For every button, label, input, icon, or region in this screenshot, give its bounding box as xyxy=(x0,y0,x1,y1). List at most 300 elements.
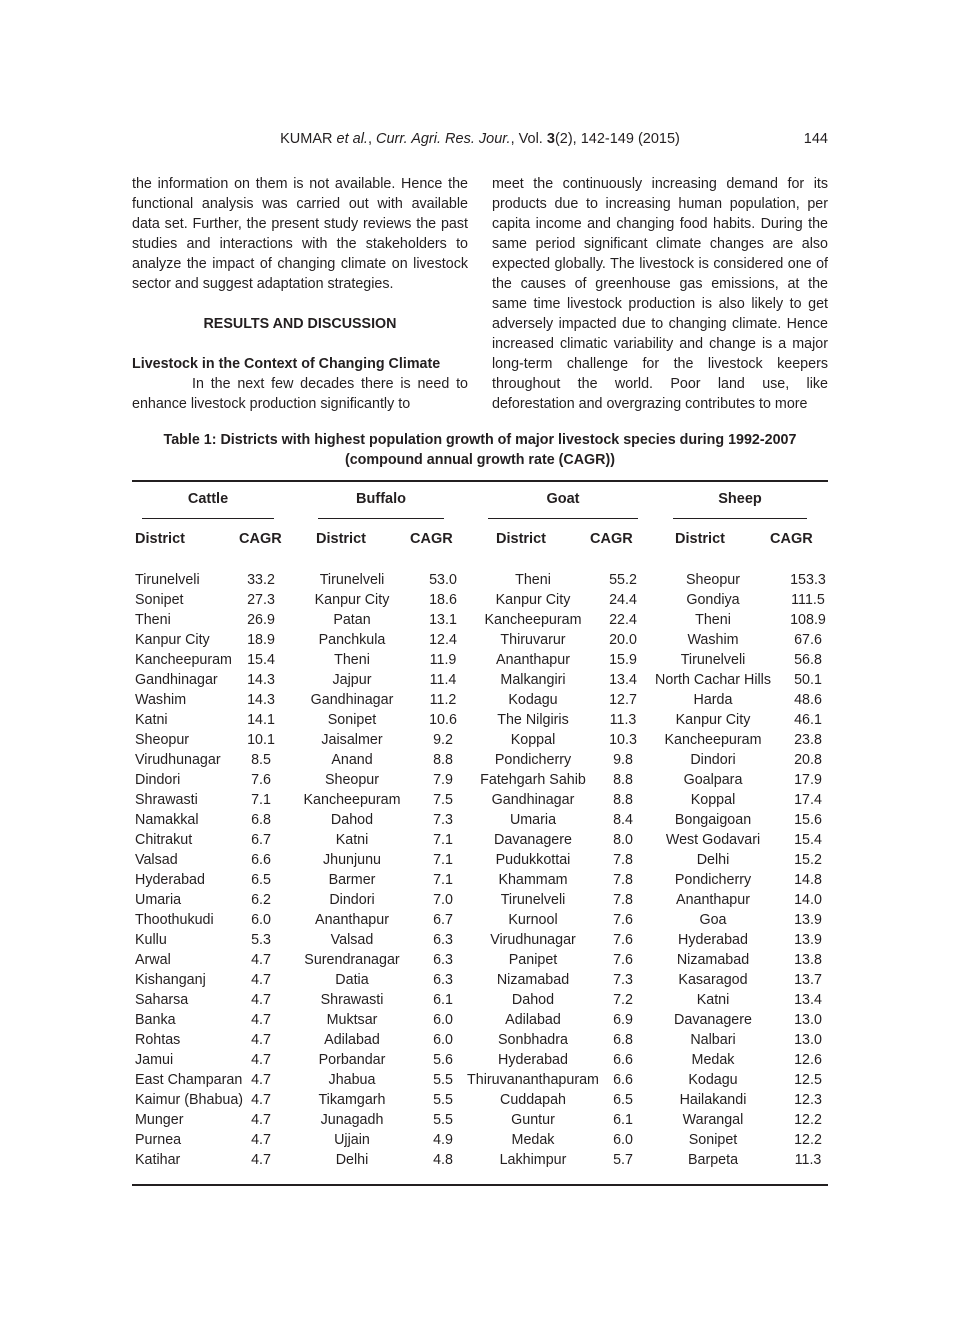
goat-district-cell: Pondicherry xyxy=(494,752,572,768)
cattle-district-cell: Washim xyxy=(135,692,187,708)
sheep-cagr-cell: 11.3 xyxy=(794,1152,822,1168)
goat-cagr-cell: 6.8 xyxy=(613,1032,633,1048)
sheep-cagr-cell: 13.9 xyxy=(794,932,822,948)
table-row xyxy=(132,790,828,810)
cattle-cagr-cell: 27.3 xyxy=(247,592,275,608)
sheep-district-cell: Washim xyxy=(687,632,739,648)
left-text-column xyxy=(132,174,468,414)
table-row xyxy=(132,1050,828,1070)
buffalo-district-cell: Valsad xyxy=(330,932,374,948)
cattle-cagr-cell: 33.2 xyxy=(247,572,275,588)
buffalo-district-cell: Shrawasti xyxy=(320,992,384,1008)
goat-district-cell: Lakhimpur xyxy=(499,1152,567,1168)
species-header-goat: Goat xyxy=(546,491,580,507)
cattle-cagr-cell: 4.7 xyxy=(251,1072,271,1088)
cattle-district-cell: Kullu xyxy=(135,932,167,948)
cattle-district-cell: Shrawasti xyxy=(135,792,198,808)
buffalo-district-cell: Kancheepuram xyxy=(303,792,401,808)
sheep-cagr-cell: 56.8 xyxy=(794,652,822,668)
sheep-district-cell: Tirunelveli xyxy=(680,652,746,668)
sheep-district-cell: Sheopur xyxy=(685,572,741,588)
cattle-cagr-cell: 4.7 xyxy=(251,1092,271,1108)
cattle-cagr-cell: 6.5 xyxy=(251,872,271,888)
buffalo-district-cell: Jajpur xyxy=(332,672,372,688)
buffalo-cagr-cell: 5.5 xyxy=(433,1072,453,1088)
buffalo-cagr-cell: 12.4 xyxy=(429,632,457,648)
sheep-district-cell: Barpeta xyxy=(687,1152,739,1168)
goat-district-cell: Kancheepuram xyxy=(484,612,582,628)
cattle-district-cell: Saharsa xyxy=(135,992,189,1008)
buffalo-district-cell: Surendranagar xyxy=(304,952,400,968)
column-header-district: District xyxy=(675,531,725,547)
table-row xyxy=(132,650,828,670)
table-row xyxy=(132,950,828,970)
buffalo-cagr-cell: 7.1 xyxy=(433,852,453,868)
cattle-cagr-cell: 14.1 xyxy=(247,712,275,728)
table-row xyxy=(132,930,828,950)
paragraph: In the next few decades there is need to enhance livestock production significantly to xyxy=(132,376,468,412)
buffalo-cagr-cell: 6.7 xyxy=(433,912,453,928)
cattle-cagr-cell: 6.8 xyxy=(251,812,271,828)
sheep-cagr-cell: 14.0 xyxy=(794,892,822,908)
buffalo-district-cell: Tirunelveli xyxy=(319,572,385,588)
buffalo-cagr-cell: 6.1 xyxy=(433,992,453,1008)
cattle-district-cell: Namakkal xyxy=(135,812,199,828)
buffalo-cagr-cell: 6.3 xyxy=(433,972,453,988)
cattle-district-cell: Kancheepuram xyxy=(135,652,232,668)
goat-cagr-cell: 8.8 xyxy=(613,792,633,808)
cattle-district-cell: Banka xyxy=(135,1012,176,1028)
cattle-cagr-cell: 6.0 xyxy=(251,912,271,928)
column-header-district: District xyxy=(135,531,185,547)
cattle-district-cell: Dindori xyxy=(135,772,181,788)
table-row xyxy=(132,1110,828,1130)
goat-cagr-cell: 13.4 xyxy=(609,672,637,688)
buffalo-district-cell: Patan xyxy=(333,612,371,628)
table-row xyxy=(132,810,828,830)
sheep-district-cell: Delhi xyxy=(696,852,730,868)
goat-district-cell: Kanpur City xyxy=(495,592,571,608)
sheep-cagr-cell: 23.8 xyxy=(794,732,822,748)
sheep-district-cell: Bongaigoan xyxy=(674,812,752,828)
buffalo-district-cell: Tikamgarh xyxy=(318,1092,386,1108)
running-header xyxy=(132,129,828,149)
cattle-cagr-cell: 7.6 xyxy=(251,772,271,788)
goat-district-cell: Cuddapah xyxy=(500,1092,566,1108)
table-row xyxy=(132,710,828,730)
column-header-cagr: CAGR xyxy=(410,531,453,547)
goat-cagr-cell: 7.2 xyxy=(613,992,633,1008)
sheep-district-cell: Nalbari xyxy=(690,1032,736,1048)
goat-district-cell: Khammam xyxy=(498,872,568,888)
goat-cagr-cell: 6.9 xyxy=(613,1012,633,1028)
buffalo-district-cell: Panchkula xyxy=(318,632,386,648)
sheep-cagr-cell: 13.0 xyxy=(794,1012,822,1028)
volume-number: 3 xyxy=(546,131,555,147)
goat-cagr-cell: 24.4 xyxy=(609,592,637,608)
table-row xyxy=(132,850,828,870)
sheep-cagr-cell: 15.6 xyxy=(794,812,822,828)
sheep-cagr-cell: 67.6 xyxy=(794,632,822,648)
cattle-cagr-cell: 4.7 xyxy=(251,1112,271,1128)
caption-line-2: (compound annual growth rate (CAGR)) xyxy=(344,452,616,468)
buffalo-district-cell: Theni xyxy=(334,652,370,668)
table-row xyxy=(132,990,828,1010)
goat-district-cell: Adilabad xyxy=(505,1012,561,1028)
buffalo-cagr-cell: 5.6 xyxy=(433,1052,453,1068)
buffalo-district-cell: Adilabad xyxy=(324,1032,380,1048)
group-rule-buffalo xyxy=(318,518,444,519)
goat-cagr-cell: 55.2 xyxy=(609,572,637,588)
sheep-district-cell: Sonipet xyxy=(688,1132,738,1148)
cattle-district-cell: Sonipet xyxy=(135,592,184,608)
subsection-title: Livestock in the Context of Changing Climate xyxy=(132,356,441,372)
goat-cagr-cell: 6.1 xyxy=(613,1112,633,1128)
sheep-cagr-cell: 12.5 xyxy=(794,1072,822,1088)
cattle-district-cell: Jamui xyxy=(135,1052,174,1068)
sheep-district-cell: Kasaragod xyxy=(678,972,748,988)
goat-district-cell: Malkangiri xyxy=(500,672,566,688)
et-al: et al. xyxy=(336,131,368,147)
sheep-district-cell: Katni xyxy=(696,992,730,1008)
buffalo-cagr-cell: 18.6 xyxy=(429,592,457,608)
goat-cagr-cell: 12.7 xyxy=(609,692,637,708)
table-row xyxy=(132,770,828,790)
cattle-cagr-cell: 10.1 xyxy=(247,732,275,748)
goat-district-cell: Thiruvarur xyxy=(500,632,566,648)
goat-cagr-cell: 7.8 xyxy=(613,892,633,908)
goat-cagr-cell: 7.6 xyxy=(613,912,633,928)
cattle-district-cell: Katihar xyxy=(135,1152,181,1168)
sheep-district-cell: West Godavari xyxy=(665,832,761,848)
sheep-district-cell: Davanagere xyxy=(674,1012,752,1028)
column-header-cagr: CAGR xyxy=(770,531,813,547)
goat-cagr-cell: 6.6 xyxy=(613,1052,633,1068)
table-caption xyxy=(132,430,828,470)
buffalo-district-cell: Porbandar xyxy=(318,1052,386,1068)
buffalo-cagr-cell: 6.0 xyxy=(433,1032,453,1048)
buffalo-cagr-cell: 7.9 xyxy=(433,772,453,788)
cattle-district-cell: Katni xyxy=(135,712,168,728)
goat-cagr-cell: 20.0 xyxy=(609,632,637,648)
sheep-cagr-cell: 15.2 xyxy=(794,852,822,868)
cattle-cagr-cell: 14.3 xyxy=(247,692,275,708)
goat-cagr-cell: 11.3 xyxy=(609,712,637,728)
buffalo-cagr-cell: 5.5 xyxy=(433,1092,453,1108)
goat-cagr-cell: 7.8 xyxy=(613,852,633,868)
cattle-district-cell: Munger xyxy=(135,1112,184,1128)
goat-district-cell: Gandhinagar xyxy=(491,792,575,808)
sheep-cagr-cell: 111.5 xyxy=(791,592,825,608)
sheep-district-cell: Goa xyxy=(699,912,727,928)
column-header-cagr: CAGR xyxy=(239,531,282,547)
sheep-cagr-cell: 13.8 xyxy=(794,952,822,968)
cattle-cagr-cell: 6.7 xyxy=(251,832,271,848)
table-row xyxy=(132,590,828,610)
goat-district-cell: Fatehgarh Sahib xyxy=(480,772,586,788)
cattle-district-cell: East Champaran xyxy=(135,1072,243,1088)
sheep-cagr-cell: 12.6 xyxy=(794,1052,822,1068)
right-text-column xyxy=(492,174,828,414)
column-header-cagr: CAGR xyxy=(590,531,633,547)
table-row xyxy=(132,870,828,890)
buffalo-district-cell: Delhi xyxy=(335,1152,369,1168)
cattle-district-cell: Theni xyxy=(135,612,171,628)
buffalo-cagr-cell: 7.3 xyxy=(433,812,453,828)
goat-cagr-cell: 6.0 xyxy=(613,1132,633,1148)
table-row xyxy=(132,1090,828,1110)
sheep-district-cell: Pondicherry xyxy=(674,872,752,888)
cattle-district-cell: Kaimur (Bhabua) xyxy=(135,1092,244,1108)
buffalo-cagr-cell: 7.5 xyxy=(433,792,453,808)
goat-district-cell: Theni xyxy=(515,572,551,588)
cattle-cagr-cell: 4.7 xyxy=(251,972,271,988)
cattle-cagr-cell: 4.7 xyxy=(251,952,271,968)
group-rule-sheep xyxy=(673,518,807,519)
cattle-cagr-cell: 5.3 xyxy=(251,932,271,948)
sheep-cagr-cell: 13.0 xyxy=(794,1032,822,1048)
cattle-cagr-cell: 4.7 xyxy=(251,1132,271,1148)
table-top-rule xyxy=(132,480,828,482)
sheep-district-cell: North Cachar Hills xyxy=(655,672,771,688)
goat-district-cell: Medak xyxy=(511,1132,555,1148)
sheep-district-cell: Harda xyxy=(693,692,733,708)
goat-cagr-cell: 6.5 xyxy=(613,1092,633,1108)
buffalo-cagr-cell: 11.9 xyxy=(429,652,457,668)
sheep-cagr-cell: 20.8 xyxy=(794,752,822,768)
buffalo-cagr-cell: 5.5 xyxy=(433,1112,453,1128)
cattle-cagr-cell: 4.7 xyxy=(251,992,271,1008)
goat-district-cell: Panipet xyxy=(508,952,558,968)
caption-line-1: Table 1: Districts with highest population growth of major livestock species during 1992-2007 xyxy=(163,432,797,448)
sheep-district-cell: Theni xyxy=(695,612,731,628)
section-title: RESULTS AND DISCUSSION xyxy=(203,316,397,332)
goat-district-cell: The Nilgiris xyxy=(497,712,569,728)
buffalo-cagr-cell: 4.9 xyxy=(433,1132,453,1148)
sheep-district-cell: Hailakandi xyxy=(679,1092,747,1108)
buffalo-cagr-cell: 11.4 xyxy=(429,672,457,688)
cattle-district-cell: Arwal xyxy=(135,952,171,968)
goat-district-cell: Pudukkottai xyxy=(495,852,571,868)
buffalo-cagr-cell: 4.8 xyxy=(433,1152,453,1168)
cattle-cagr-cell: 18.9 xyxy=(247,632,275,648)
buffalo-district-cell: Ujjain xyxy=(334,1132,370,1148)
table-row xyxy=(132,750,828,770)
buffalo-district-cell: Gandhinagar xyxy=(310,692,394,708)
volume-prefix: , Vol. xyxy=(510,131,547,147)
cattle-district-cell: Kishanganj xyxy=(135,972,206,988)
table-body xyxy=(132,570,828,1170)
buffalo-district-cell: Jhabua xyxy=(328,1072,376,1088)
cattle-cagr-cell: 4.7 xyxy=(251,1032,271,1048)
cattle-district-cell: Virudhunagar xyxy=(135,752,221,768)
goat-district-cell: Koppal xyxy=(510,732,556,748)
buffalo-cagr-cell: 11.2 xyxy=(429,692,457,708)
buffalo-district-cell: Barmer xyxy=(328,872,376,888)
goat-cagr-cell: 10.3 xyxy=(609,732,637,748)
cattle-cagr-cell: 14.3 xyxy=(247,672,275,688)
goat-district-cell: Nizamabad xyxy=(496,972,570,988)
sheep-district-cell: Koppal xyxy=(690,792,736,808)
group-rule-cattle xyxy=(142,518,274,519)
group-rule-goat xyxy=(488,518,638,519)
goat-district-cell: Thiruvananthapuram xyxy=(467,1072,599,1088)
buffalo-district-cell: Anand xyxy=(331,752,373,768)
goat-cagr-cell: 7.8 xyxy=(613,872,633,888)
goat-district-cell: Kurnool xyxy=(508,912,558,928)
goat-cagr-cell: 6.6 xyxy=(613,1072,633,1088)
goat-cagr-cell: 22.4 xyxy=(609,612,637,628)
sheep-cagr-cell: 12.2 xyxy=(794,1112,822,1128)
goat-cagr-cell: 15.9 xyxy=(609,652,637,668)
journal-citation: KUMAR et al., Curr. Agri. Res. Jour., Vol. 3(2), 142-149 (2015) xyxy=(280,131,680,147)
sheep-cagr-cell: 108.9 xyxy=(790,612,826,628)
cattle-district-cell: Purnea xyxy=(135,1132,182,1148)
sheep-district-cell: Kodagu xyxy=(688,1072,738,1088)
cattle-cagr-cell: 7.1 xyxy=(251,792,271,808)
cattle-district-cell: Thoothukudi xyxy=(135,912,214,928)
goat-district-cell: Umaria xyxy=(509,812,557,828)
sheep-cagr-cell: 50.1 xyxy=(794,672,822,688)
sheep-cagr-cell: 12.3 xyxy=(794,1092,822,1108)
sheep-district-cell: Nizamabad xyxy=(676,952,750,968)
goat-district-cell: Hyderabad xyxy=(498,1052,568,1068)
table-row xyxy=(132,1030,828,1050)
table-row xyxy=(132,970,828,990)
volume-suffix: (2), 142-149 (2015) xyxy=(554,131,680,147)
journal-name: Curr. Agri. Res. Jour. xyxy=(376,131,511,147)
author-name: KUMAR xyxy=(280,131,333,147)
sheep-district-cell: Medak xyxy=(691,1052,735,1068)
sheep-district-cell: Ananthapur xyxy=(676,892,750,908)
page-number: 144 xyxy=(803,131,828,147)
buffalo-cagr-cell: 7.1 xyxy=(433,832,453,848)
cattle-cagr-cell: 4.7 xyxy=(251,1152,271,1168)
buffalo-cagr-cell: 8.8 xyxy=(433,752,453,768)
sheep-cagr-cell: 15.4 xyxy=(794,832,822,848)
species-header-cattle: Cattle xyxy=(187,491,229,507)
sheep-district-cell: Kancheepuram xyxy=(664,732,762,748)
cattle-cagr-cell: 26.9 xyxy=(247,612,275,628)
table-row xyxy=(132,1010,828,1030)
buffalo-cagr-cell: 9.2 xyxy=(433,732,453,748)
table-bottom-rule xyxy=(132,1184,828,1186)
goat-district-cell: Guntur xyxy=(511,1112,555,1128)
sheep-cagr-cell: 153.3 xyxy=(790,572,826,588)
goat-cagr-cell: 9.8 xyxy=(613,752,633,768)
goat-district-cell: Virudhunagar xyxy=(490,932,576,948)
cattle-district-cell: Tirunelveli xyxy=(135,572,200,588)
table-row xyxy=(132,1130,828,1150)
buffalo-district-cell: Katni xyxy=(335,832,369,848)
goat-district-cell: Dahod xyxy=(511,992,555,1008)
cattle-cagr-cell: 15.4 xyxy=(247,652,275,668)
goat-cagr-cell: 7.6 xyxy=(613,932,633,948)
buffalo-district-cell: Ananthapur xyxy=(315,912,389,928)
sheep-cagr-cell: 14.8 xyxy=(794,872,822,888)
sheep-cagr-cell: 46.1 xyxy=(794,712,822,728)
buffalo-district-cell: Jhunjunu xyxy=(322,852,382,868)
sheep-district-cell: Dindori xyxy=(690,752,736,768)
sheep-district-cell: Kanpur City xyxy=(675,712,751,728)
goat-district-cell: Tirunelveli xyxy=(500,892,566,908)
column-header-district: District xyxy=(496,531,546,547)
paragraph: the information on them is not available. Hence the functional analysis was carried out with available data set. Further, the present study reviews the past studies and interactions with the stakeholders to analyze the impact of changing climate on livestock sector and suggest adaptation strategies. xyxy=(132,176,468,292)
goat-cagr-cell: 5.7 xyxy=(613,1152,633,1168)
cattle-cagr-cell: 6.6 xyxy=(251,852,271,868)
sheep-cagr-cell: 13.7 xyxy=(794,972,822,988)
table-row xyxy=(132,1070,828,1090)
goat-cagr-cell: 7.6 xyxy=(613,952,633,968)
goat-cagr-cell: 7.3 xyxy=(613,972,633,988)
buffalo-district-cell: Dahod xyxy=(330,812,374,828)
sheep-cagr-cell: 13.9 xyxy=(794,912,822,928)
buffalo-district-cell: Datia xyxy=(335,972,369,988)
cattle-district-cell: Sheopur xyxy=(135,732,190,748)
sheep-district-cell: Hyderabad xyxy=(678,932,748,948)
species-header-buffalo: Buffalo xyxy=(356,491,406,507)
table-row xyxy=(132,670,828,690)
cattle-district-cell: Valsad xyxy=(135,852,178,868)
sheep-cagr-cell: 12.2 xyxy=(794,1132,822,1148)
buffalo-cagr-cell: 6.3 xyxy=(433,952,453,968)
table-row xyxy=(132,1150,828,1170)
sheep-cagr-cell: 48.6 xyxy=(794,692,822,708)
paragraph: meet the continuously increasing demand for its products due to increasing human population, per capita income and changing food habits. During the same period significant climate changes are also expected globally. The livestock is considered one of the causes of greenhouse gas emissions, at the same time livestock production is also likely to get adversely impacted due to changing climate. Hence increased climatic variability and change is a major long-term challenge for the livestock keepers throughout the world. Poor land use, like deforestation and overgrazing contributes to more xyxy=(492,176,828,412)
buffalo-district-cell: Kanpur City xyxy=(314,592,390,608)
buffalo-cagr-cell: 6.3 xyxy=(433,932,453,948)
cattle-cagr-cell: 8.5 xyxy=(251,752,271,768)
buffalo-cagr-cell: 10.6 xyxy=(429,712,457,728)
buffalo-cagr-cell: 7.1 xyxy=(433,872,453,888)
sheep-district-cell: Gondiya xyxy=(686,592,740,608)
column-header-district: District xyxy=(316,531,366,547)
goat-district-cell: Davanagere xyxy=(494,832,572,848)
cattle-district-cell: Kanpur City xyxy=(135,632,210,648)
livestock-table xyxy=(132,570,828,1170)
buffalo-cagr-cell: 53.0 xyxy=(429,572,457,588)
buffalo-cagr-cell: 6.0 xyxy=(433,1012,453,1028)
goat-district-cell: Kodagu xyxy=(508,692,558,708)
table-row xyxy=(132,690,828,710)
goat-district-cell: Ananthapur xyxy=(496,652,570,668)
cattle-district-cell: Hyderabad xyxy=(135,872,205,888)
goat-district-cell: Sonbhadra xyxy=(498,1032,568,1048)
table-row xyxy=(132,890,828,910)
cattle-cagr-cell: 6.2 xyxy=(251,892,271,908)
buffalo-district-cell: Sheopur xyxy=(324,772,380,788)
sheep-cagr-cell: 17.9 xyxy=(794,772,822,788)
table-row xyxy=(132,910,828,930)
table-row xyxy=(132,630,828,650)
cattle-district-cell: Gandhinagar xyxy=(135,672,218,688)
goat-cagr-cell: 8.8 xyxy=(613,772,633,788)
cattle-cagr-cell: 4.7 xyxy=(251,1012,271,1028)
sheep-district-cell: Warangal xyxy=(682,1112,744,1128)
buffalo-district-cell: Sonipet xyxy=(327,712,377,728)
cattle-district-cell: Rohtas xyxy=(135,1032,181,1048)
species-header-sheep: Sheep xyxy=(718,491,762,507)
sheep-district-cell: Goalpara xyxy=(683,772,743,788)
table-row xyxy=(132,570,828,590)
buffalo-cagr-cell: 13.1 xyxy=(429,612,457,628)
buffalo-district-cell: Jaisalmer xyxy=(321,732,383,748)
cattle-cagr-cell: 4.7 xyxy=(251,1052,271,1068)
goat-cagr-cell: 8.0 xyxy=(613,832,633,848)
buffalo-district-cell: Muktsar xyxy=(326,1012,378,1028)
cattle-district-cell: Chitrakut xyxy=(135,832,193,848)
table-row xyxy=(132,610,828,630)
